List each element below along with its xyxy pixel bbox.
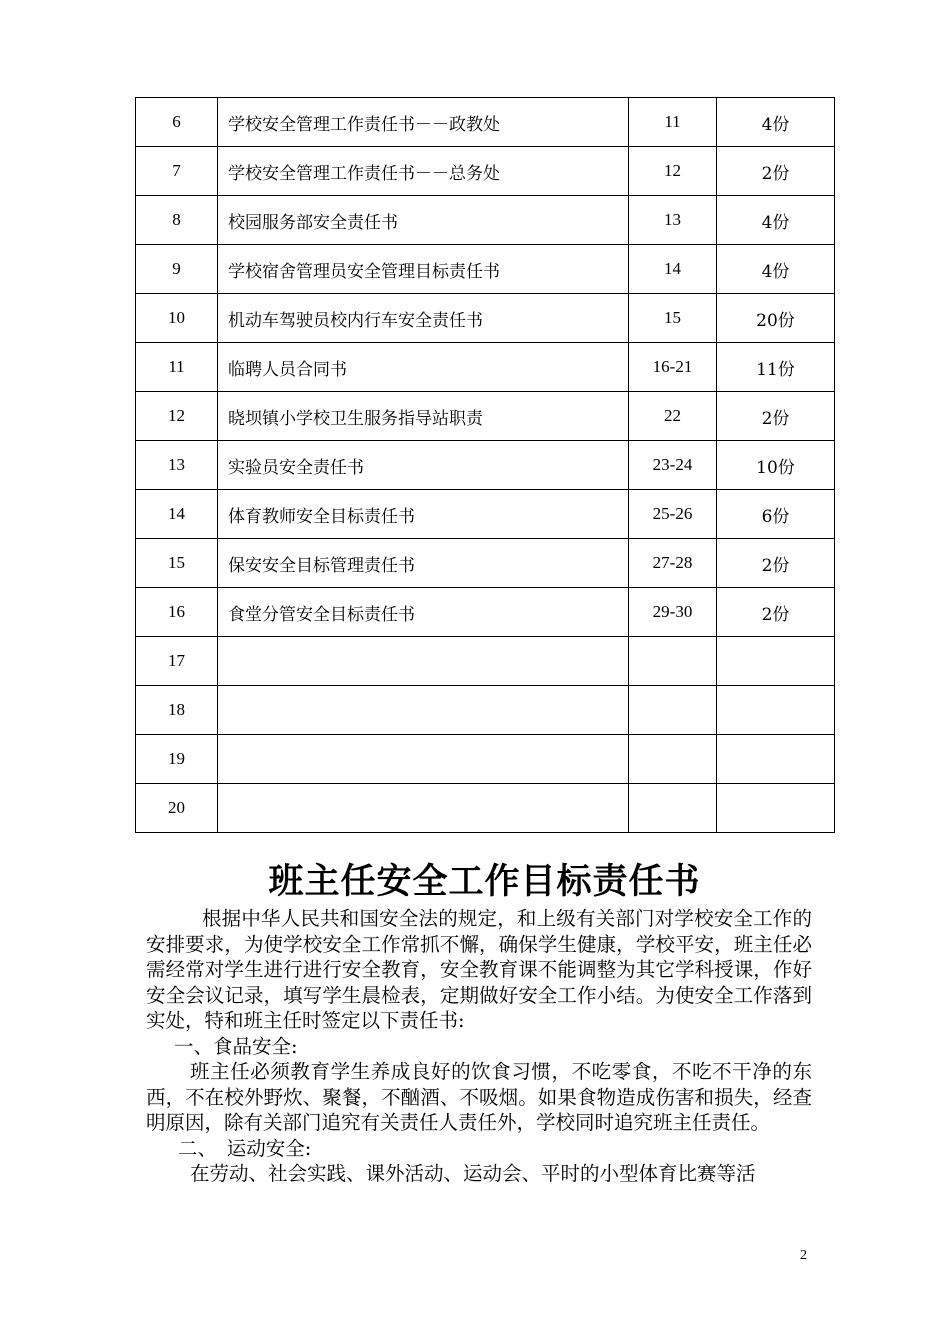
table-row xyxy=(136,784,835,833)
page-range-cell: 12 xyxy=(629,147,717,196)
document-title: 班主任安全工作目标责任书 xyxy=(268,862,701,902)
section-body-sports-safety: 在劳动、社会实践、课外活动、运动会、平时的小型体育比赛等活 xyxy=(190,1162,756,1185)
table-row xyxy=(136,490,835,539)
page-range-cell: 16-21 xyxy=(629,343,717,392)
row-number-cell: 20 xyxy=(136,784,218,833)
row-number-cell: 16 xyxy=(136,588,218,637)
page-range-cell: 11 xyxy=(629,98,717,147)
table-row xyxy=(136,343,835,392)
row-number-cell: 11 xyxy=(136,343,218,392)
document-name-cell: 学校安全管理工作责任书－－总务处 xyxy=(218,147,629,196)
page-range-cell: 29-30 xyxy=(629,588,717,637)
document-name-cell xyxy=(218,784,629,833)
page-range-cell: 13 xyxy=(629,196,717,245)
table-row xyxy=(136,245,835,294)
document-name-cell: 晓坝镇小学校卫生服务指导站职责 xyxy=(218,392,629,441)
copy-count-cell: 2份 xyxy=(717,539,835,588)
table-row xyxy=(136,98,835,147)
copy-count-cell xyxy=(717,735,835,784)
table-row xyxy=(136,441,835,490)
page-range-cell: 14 xyxy=(629,245,717,294)
copy-count-cell xyxy=(717,637,835,686)
document-name-cell xyxy=(218,686,629,735)
section-heading-sports-safety: 二、 运动安全: xyxy=(178,1136,312,1160)
row-number-cell: 18 xyxy=(136,686,218,735)
row-number-cell: 17 xyxy=(136,637,218,686)
table-body xyxy=(136,98,835,833)
row-number-cell: 19 xyxy=(136,735,218,784)
copy-count-cell: 4份 xyxy=(717,245,835,294)
document-name-cell: 食堂分管安全目标责任书 xyxy=(218,588,629,637)
intro-paragraph: 根据中华人民共和国安全法的规定，和上级有关部门对学校安全工作的安排要求，为使学校安全工作常抓不懈，确保学生健康，学校平安，班主任必需经常对学生进行进行安全教育，安全教育课不能调整为其它学科授课，作好安全会议记录，填写学生晨检表，定期做好安全工作小结。为使安全工作落到实处，特和班主任时签定以下责任书: xyxy=(146,907,812,1032)
row-number-cell: 9 xyxy=(136,245,218,294)
row-number-cell: 15 xyxy=(136,539,218,588)
copy-count-cell: 4份 xyxy=(717,196,835,245)
page-range-cell xyxy=(629,686,717,735)
document-name-cell xyxy=(218,637,629,686)
document-index-table xyxy=(135,97,835,833)
table-row xyxy=(136,147,835,196)
copy-count-cell: 2份 xyxy=(717,392,835,441)
table-row xyxy=(136,196,835,245)
table-row xyxy=(136,539,835,588)
table-row xyxy=(136,735,835,784)
document-name-cell: 保安安全目标管理责任书 xyxy=(218,539,629,588)
copy-count-cell xyxy=(717,784,835,833)
section-body-food-safety: 班主任必须教育学生养成良好的饮食习惯，不吃零食，不吃不干净的东西，不在校外野炊、聚餐，不酗酒、不吸烟。如果食物造成伤害和损失，经查明原因，除有关部门追究有关责任人责任外，学校同时追究班主任责任。 xyxy=(146,1060,812,1134)
copy-count-cell: 11份 xyxy=(717,343,835,392)
document-name-cell: 体育教师安全目标责任书 xyxy=(218,490,629,539)
page-range-cell: 15 xyxy=(629,294,717,343)
copy-count-cell: 4份 xyxy=(717,98,835,147)
row-number-cell: 8 xyxy=(136,196,218,245)
copy-count-cell: 2份 xyxy=(717,588,835,637)
copy-count-cell: 20份 xyxy=(717,294,835,343)
row-number-cell: 12 xyxy=(136,392,218,441)
copy-count-cell: 2份 xyxy=(717,147,835,196)
page-range-cell: 25-26 xyxy=(629,490,717,539)
table-row xyxy=(136,686,835,735)
row-number-cell: 13 xyxy=(136,441,218,490)
document-name-cell: 学校宿舍管理员安全管理目标责任书 xyxy=(218,245,629,294)
copy-count-cell: 6份 xyxy=(717,490,835,539)
document-name-cell: 实验员安全责任书 xyxy=(218,441,629,490)
copy-count-cell: 10份 xyxy=(717,441,835,490)
page-range-cell xyxy=(629,637,717,686)
document-name-cell: 校园服务部安全责任书 xyxy=(218,196,629,245)
page-range-cell: 22 xyxy=(629,392,717,441)
copy-count-cell xyxy=(717,686,835,735)
document-name-cell: 学校安全管理工作责任书－－政教处 xyxy=(218,98,629,147)
page-range-cell xyxy=(629,735,717,784)
document-name-cell xyxy=(218,735,629,784)
row-number-cell: 7 xyxy=(136,147,218,196)
row-number-cell: 6 xyxy=(136,98,218,147)
document-body xyxy=(146,906,812,1187)
page-range-cell xyxy=(629,784,717,833)
page-number: 2 xyxy=(800,1248,807,1263)
table-row xyxy=(136,294,835,343)
table-row xyxy=(136,588,835,637)
table-row xyxy=(136,637,835,686)
document-name-cell: 机动车驾驶员校内行车安全责任书 xyxy=(218,294,629,343)
row-number-cell: 14 xyxy=(136,490,218,539)
document-name-cell: 临聘人员合同书 xyxy=(218,343,629,392)
page-range-cell: 23-24 xyxy=(629,441,717,490)
page-range-cell: 27-28 xyxy=(629,539,717,588)
row-number-cell: 10 xyxy=(136,294,218,343)
section-heading-food-safety: 一、食品安全: xyxy=(174,1034,298,1058)
table-row xyxy=(136,392,835,441)
